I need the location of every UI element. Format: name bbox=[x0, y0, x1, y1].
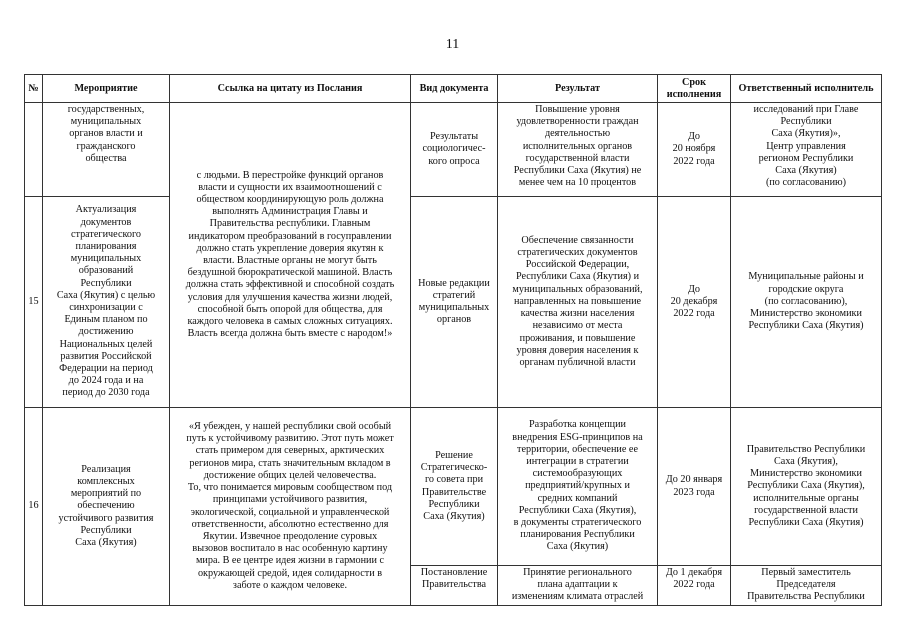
table-row-16a bbox=[25, 408, 882, 566]
row15-deadline: До 20 декабря 2022 года bbox=[670, 283, 718, 320]
header-event: Мероприятие bbox=[43, 75, 170, 103]
row16-responsible-a: Правительство Республики Саха (Якутия), Министерство экономики Республики Саха (Якутия), исполнительные органы государственной власти Республики Саха (Якутия) bbox=[746, 443, 866, 528]
row16-quote: «Я убежден, у нашей республики свой особый путь к устойчивому развитию. Этот путь может стать примером для северных, арктических регионов мира, стать значительным вкладом в достижение общих целей человечества. То, что понимается мировым сообществом под принципами устойчивого развития, экологической, социальной и управленческой ответственности, абсолютно естественно для Якутии. Извечное преодоление суровых вызовов воспитало в нас особенную картину мира. В ее центре идея жизни в гармонии с окружающей средой, идея солидарности в заботе о каждом человеке. bbox=[186, 421, 394, 591]
table-row-15 bbox=[25, 197, 882, 408]
row16-result-b: Принятие регионального плана адаптации к изменениям климата отраслей bbox=[511, 567, 644, 603]
row15-num: 15 bbox=[25, 197, 43, 408]
page-number: 11 bbox=[445, 37, 460, 52]
plan-table bbox=[24, 74, 882, 606]
header-result: Результат bbox=[498, 75, 658, 103]
row14-result: Повышение уровня удовлетворенности граждан деятельностью исполнительных органов государственной власти Республики Саха (Якутия) не менее чем на 10 процентов bbox=[513, 104, 642, 189]
row15-doc-type: Новые редакции стратегий муниципальных органов bbox=[418, 277, 490, 326]
row16-doc-type-b: Постановление Правительства bbox=[420, 567, 488, 591]
row14-responsible: исследований при Главе Республики Саха (Якутия)», Центр управления регионом Республики Саха (Якутия) (по согласованию) bbox=[753, 104, 859, 189]
row14-deadline: До 20 ноября 2022 года bbox=[672, 131, 716, 167]
row16-result-a: Разработка концепции внедрения ESG-принципов на территории, обеспечение ее интеграции в стратегии системообразующих предприятий/крупных и средних компаний Республики Саха (Якутия), в документы стратегического планирования Республики Саха (Якутия) bbox=[512, 419, 643, 553]
row14-num bbox=[25, 103, 43, 197]
header-quote: Ссылка на цитату из Послания bbox=[170, 75, 411, 103]
row14-doc-type: Результаты социологичес- кого опроса bbox=[422, 131, 486, 167]
table-row-14 bbox=[25, 103, 882, 197]
table-header-row bbox=[25, 75, 882, 103]
row16-num: 16 bbox=[25, 408, 43, 606]
shared-quote: с людьми. В перестройке функций органов власти и сущности их взаимоотношений с обществом координирующую роль должна выполнять Администрация Главы и Правительства республики. Главным индикатором преобразований в госуправлении должно стать укрепление доверия якутян к власти. Властные органы не могут быть бездушной бюрократической машиной. Власть должна стать эффективной и способной создать условия для улучшения качества жизни людей, способной быть опорой для общества, для каждого человека в самых сложных ситуациях. Власть всегда должна быть вместе с народом!» bbox=[185, 169, 395, 340]
row15-event: Актуализация документов стратегического планирования муниципальных образований Республики Саха (Якутия) с целью синхронизации с Единым планом по достижению Национальных целей развития Российской Федерации на период до 2024 года и на период до 2030 года bbox=[56, 204, 156, 399]
row16-event: Реализация комплексных мероприятий по обеспечению устойчивого развития Республики Саха (Якутия) bbox=[58, 463, 154, 548]
header-responsible: Ответственный исполнитель bbox=[731, 75, 882, 103]
row15-responsible: Муниципальные районы и городские округа (по согласованию), Министерство экономики Республики Саха (Якутия) bbox=[748, 271, 864, 332]
row16-deadline-a: До 20 января 2023 года bbox=[665, 474, 723, 498]
header-doc-type: Вид документа bbox=[411, 75, 498, 103]
header-num: № bbox=[25, 75, 43, 103]
header-deadline: Срок исполнения bbox=[658, 75, 731, 103]
row16-responsible-b: Первый заместитель Председателя Правительства Республики bbox=[747, 567, 865, 603]
row16-doc-type-a: Решение Стратегическо- го совета при Правительстве Республики Саха (Якутия) bbox=[420, 449, 488, 522]
row15-result: Обеспечение связанности стратегических документов Российской Федерации, Республики Саха (Якутия) и муниципальных образований, направленных на повышение качества жизни населения независимо от места проживания, и повышение уровня доверия населения к органам публичной власти bbox=[512, 234, 643, 368]
row16-deadline-b: До 1 декабря 2022 года bbox=[665, 567, 723, 591]
row14-event: государственных, муниципальных органов власти и гражданского общества bbox=[67, 104, 145, 164]
